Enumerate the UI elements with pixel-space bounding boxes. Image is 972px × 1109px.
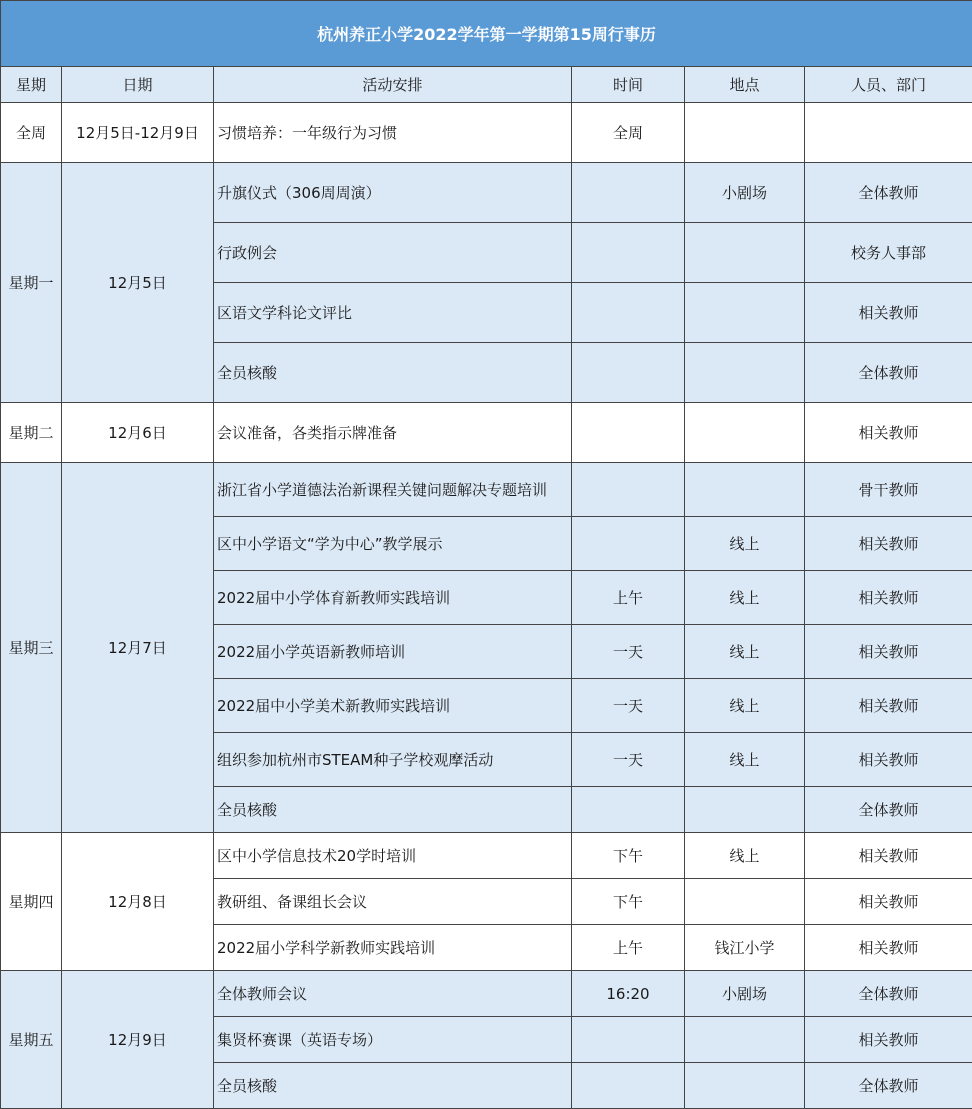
people-cell [805,103,972,163]
people-cell: 骨干教师 [805,463,972,517]
place-cell: 线上 [685,733,805,787]
place-cell [685,879,805,925]
weekday-cell: 星期一 [1,163,62,403]
people-cell: 相关教师 [805,403,972,463]
time-cell [572,403,685,463]
activity-cell: 组织参加杭州市STEAM种子学校观摩活动 [214,733,572,787]
activity-cell: 浙江省小学道德法治新课程关键问题解决专题培训 [214,463,572,517]
activity-cell: 习惯培养：一年级行为习惯 [214,103,572,163]
col-header-people: 人员、部门 [805,67,972,103]
people-cell: 相关教师 [805,679,972,733]
weekday-cell: 星期四 [1,833,62,971]
place-cell: 小剧场 [685,163,805,223]
date-cell: 12月8日 [62,833,214,971]
place-cell [685,1017,805,1063]
place-cell: 线上 [685,517,805,571]
activity-cell: 集贤杯赛课（英语专场） [214,1017,572,1063]
people-cell: 相关教师 [805,625,972,679]
time-cell: 下午 [572,833,685,879]
people-cell: 相关教师 [805,1017,972,1063]
table-row [1,403,972,463]
activity-cell: 2022届小学科学新教师实践培训 [214,925,572,971]
people-cell: 全体教师 [805,1063,972,1109]
activity-cell: 区语文学科论文评比 [214,283,572,343]
activity-cell: 会议准备，各类指示牌准备 [214,403,572,463]
table-row [1,163,972,223]
time-cell [572,163,685,223]
page-title: 杭州养正小学2022学年第一学期第15周行事历 [1,1,972,67]
time-cell: 一天 [572,625,685,679]
place-cell [685,403,805,463]
people-cell: 相关教师 [805,925,972,971]
time-cell [572,1017,685,1063]
date-cell: 12月5日-12月9日 [62,103,214,163]
place-cell [685,343,805,403]
activity-cell: 2022届中小学体育新教师实践培训 [214,571,572,625]
people-cell: 相关教师 [805,283,972,343]
place-cell: 钱江小学 [685,925,805,971]
place-cell: 线上 [685,833,805,879]
place-cell [685,223,805,283]
activity-cell: 区中小学语文“学为中心”教学展示 [214,517,572,571]
place-cell [685,463,805,517]
people-cell: 全体教师 [805,163,972,223]
place-cell [685,283,805,343]
time-cell: 下午 [572,879,685,925]
activity-cell: 全员核酸 [214,343,572,403]
activity-cell: 全员核酸 [214,1063,572,1109]
activity-cell: 区中小学信息技术20学时培训 [214,833,572,879]
activity-cell: 教研组、备课组长会议 [214,879,572,925]
people-cell: 相关教师 [805,879,972,925]
time-cell: 上午 [572,571,685,625]
activity-cell: 全员核酸 [214,787,572,833]
people-cell: 全体教师 [805,343,972,403]
time-cell [572,463,685,517]
weekday-cell: 星期三 [1,463,62,833]
weekday-cell: 星期五 [1,971,62,1109]
activity-cell: 全体教师会议 [214,971,572,1017]
table-row [1,103,972,163]
col-header-time: 时间 [572,67,685,103]
people-cell: 相关教师 [805,517,972,571]
table-row [1,463,972,517]
people-cell: 全体教师 [805,787,972,833]
time-cell: 一天 [572,679,685,733]
people-cell: 相关教师 [805,833,972,879]
time-cell: 上午 [572,925,685,971]
time-cell [572,283,685,343]
activity-cell: 行政例会 [214,223,572,283]
place-cell: 线上 [685,679,805,733]
time-cell [572,1063,685,1109]
place-cell [685,1063,805,1109]
col-header-date: 日期 [62,67,214,103]
people-cell: 相关教师 [805,733,972,787]
table-row [1,833,972,879]
place-cell [685,103,805,163]
weekday-cell: 星期二 [1,403,62,463]
people-cell: 校务人事部 [805,223,972,283]
date-cell: 12月9日 [62,971,214,1109]
time-cell: 全周 [572,103,685,163]
time-cell [572,343,685,403]
col-header-weekday: 星期 [1,67,62,103]
place-cell [685,787,805,833]
date-cell: 12月6日 [62,403,214,463]
header-row [1,67,972,103]
date-cell: 12月5日 [62,163,214,403]
people-cell: 相关教师 [805,571,972,625]
time-cell [572,223,685,283]
time-cell: 16:20 [572,971,685,1017]
time-cell: 一天 [572,733,685,787]
activity-cell: 升旗仪式（306周周演） [214,163,572,223]
weekday-cell: 全周 [1,103,62,163]
date-cell: 12月7日 [62,463,214,833]
col-header-place: 地点 [685,67,805,103]
time-cell [572,517,685,571]
activity-cell: 2022届小学英语新教师培训 [214,625,572,679]
place-cell: 线上 [685,625,805,679]
table-row [1,971,972,1017]
col-header-activity: 活动安排 [214,67,572,103]
place-cell: 小剧场 [685,971,805,1017]
activity-cell: 2022届中小学美术新教师实践培训 [214,679,572,733]
place-cell: 线上 [685,571,805,625]
time-cell [572,787,685,833]
people-cell: 全体教师 [805,971,972,1017]
